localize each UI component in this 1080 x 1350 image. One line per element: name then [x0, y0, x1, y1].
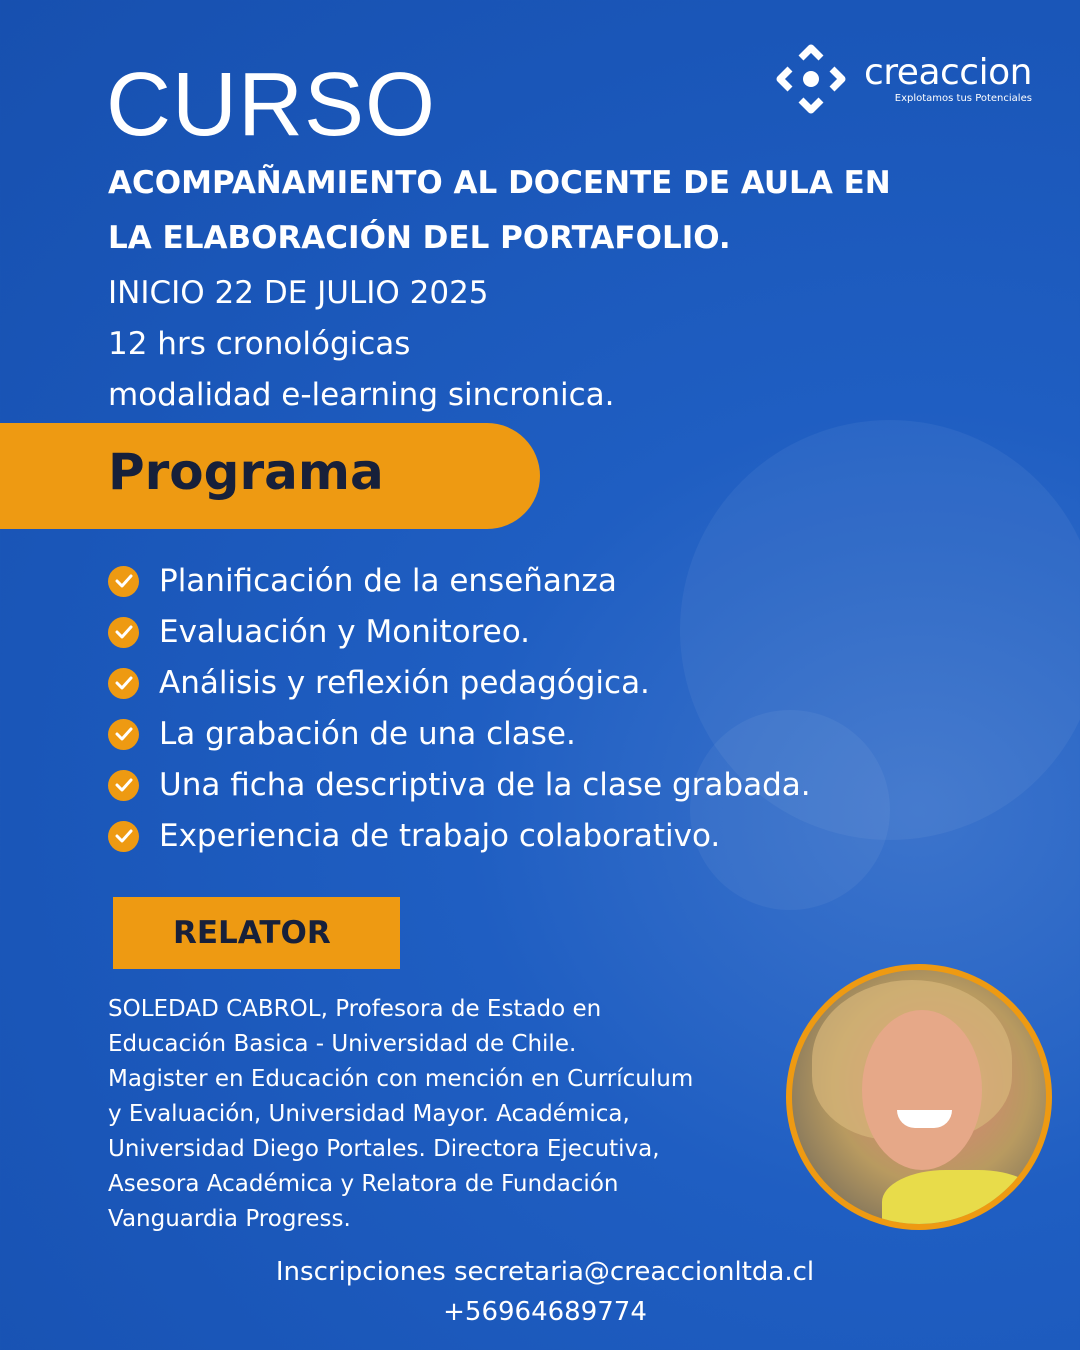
background-apple-decor — [690, 710, 890, 910]
bio-line: SOLEDAD CABROL, Profesora de Estado en — [108, 996, 602, 1022]
programa-item-label: Análisis y reflexión pedagógica. — [159, 665, 650, 701]
bio-line: Vanguardia Progress. — [108, 1206, 351, 1232]
programa-item — [108, 763, 811, 807]
relator-bio — [108, 992, 788, 1237]
programa-banner — [0, 423, 540, 529]
course-title-line-2: LA ELABORACIÓN DEL PORTAFOLIO. — [108, 220, 731, 256]
programa-item-label: Una ficha descriptiva de la clase grabada. — [159, 767, 811, 803]
course-start-date: INICIO 22 DE JULIO 2025 — [108, 275, 489, 311]
check-circle-icon — [108, 566, 139, 597]
programa-item-label: La grabación de una clase. — [159, 716, 576, 752]
programa-item — [108, 559, 617, 603]
course-kicker: CURSO — [106, 55, 437, 155]
programa-item-label: Planificación de la enseñanza — [159, 563, 617, 599]
check-circle-icon — [108, 821, 139, 852]
bio-line: Asesora Académica y Relatora de Fundación — [108, 1171, 619, 1197]
programa-item-label: Evaluación y Monitoreo. — [159, 614, 531, 650]
check-circle-icon — [108, 617, 139, 648]
logo-tagline: Explotamos tus Potenciales — [894, 92, 1032, 104]
bio-line: Universidad Diego Portales. Directora Ejecutiva, — [108, 1136, 660, 1162]
relator-photo — [786, 964, 1052, 1230]
relator-heading: RELATOR — [173, 915, 331, 951]
footer-phone: +56964689774 — [443, 1297, 647, 1327]
check-circle-icon — [108, 719, 139, 750]
bio-line: Educación Basica - Universidad de Chile. — [108, 1031, 577, 1057]
check-circle-icon — [108, 668, 139, 699]
programa-item-label: Experiencia de trabajo colaborativo. — [159, 818, 721, 854]
check-circle-icon — [108, 770, 139, 801]
logo-arrows-icon — [776, 44, 846, 114]
course-modality: modalidad e-learning sincronica. — [108, 377, 615, 413]
programa-item — [108, 814, 720, 858]
creaccion-logo — [776, 44, 1032, 114]
programa-item — [108, 712, 576, 756]
course-title-line-1: ACOMPAÑAMIENTO AL DOCENTE DE AULA EN — [108, 165, 891, 201]
footer-contact: Inscripciones secretaria@creaccionltda.cl — [275, 1257, 815, 1287]
course-hours: 12 hrs cronológicas — [108, 326, 411, 362]
relator-banner — [113, 897, 400, 969]
bio-line: Magister en Educación con mención en Currículum — [108, 1066, 694, 1092]
logo-name: creaccion — [864, 51, 1032, 93]
programa-heading: Programa — [108, 443, 384, 501]
bio-line: y Evaluación, Universidad Mayor. Académica, — [108, 1101, 630, 1127]
programa-item — [108, 661, 650, 705]
programa-item — [108, 610, 530, 654]
